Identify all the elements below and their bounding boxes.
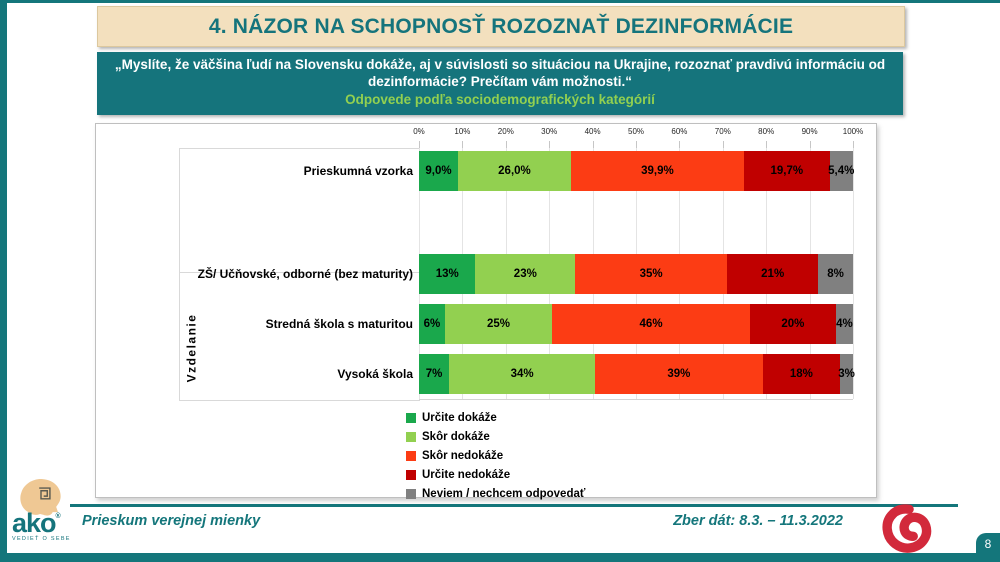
bar-segment [552,304,750,344]
legend-item [406,408,585,427]
chart-subtitle: Odpovede podľa sociodemografických kategórií [345,92,655,107]
axis-tick-mark [419,141,420,148]
bar-value-label: 8% [827,268,844,280]
bar-segment [575,254,727,294]
axis-tick-label: 100% [842,127,864,136]
red-swirl-logo-icon [882,503,932,553]
group-label-vzdelanie: Vzdelanie [184,313,199,383]
axis-tick-mark [506,141,507,148]
bar-segment [419,304,445,344]
bar-segment [727,254,818,294]
bar-row [419,254,853,294]
legend-item [406,446,585,465]
category-label: Stredná škola s maturitou [265,316,413,331]
bar-segment [419,151,458,191]
legend-label: Skôr dokáže [422,430,490,443]
bar-value-label: 13% [435,268,459,280]
plot-area [419,148,853,400]
legend-swatch-icon [406,432,416,442]
legend-item [406,484,585,503]
bar-segment [840,354,853,394]
bar-value-label: 19,7% [770,165,804,177]
footer-right-text: Zber dát: 8.3. – 11.3.2022 [673,513,843,529]
bar-segment [595,354,763,394]
bar-segment [475,254,575,294]
legend-swatch-icon [406,413,416,423]
legend-swatch-icon [406,451,416,461]
bar-value-label: 35% [639,268,663,280]
legend-label: Určite dokáže [422,411,497,424]
axis-tick-mark [593,141,594,148]
bar-segment [419,254,475,294]
axis-tick-label: 50% [627,127,645,136]
bar-value-label: 26,0% [498,165,531,177]
page-number: 8 [984,537,992,551]
bar-value-label: 18% [789,368,813,380]
chart-legend [406,408,585,503]
bar-value-label: 23% [513,268,537,280]
bar-row [419,354,853,394]
bar-value-label: 6% [423,318,441,330]
bar-segment [458,151,571,191]
bar-segment [818,254,853,294]
ako-logo [10,476,82,550]
axis-tick-label: 60% [671,127,688,136]
bar-value-label: 46% [639,318,663,330]
axis-tick-mark [462,141,463,148]
slide-title-bar [97,6,905,47]
legend-swatch-icon [406,470,416,480]
slide-bottom-border [0,553,1000,562]
bar-segment [445,304,552,344]
footer-divider-line [70,504,958,507]
axis-tick-mark [636,141,637,148]
category-label: Vysoká škola [337,366,413,381]
axis-tick-mark [679,141,680,148]
bar-segment [836,304,853,344]
bar-value-label: 25% [486,318,511,330]
bar-value-label: 21% [761,268,785,280]
bar-segment [419,354,449,394]
legend-label: Skôr nedokáže [422,449,504,462]
bar-value-label: 39,9% [641,165,674,177]
bar-value-label: 20% [781,318,805,330]
bar-value-label: 7% [425,368,443,380]
bar-value-label: 4% [836,318,853,330]
bar-segment [449,354,595,394]
legend-label: Neviem / nechcem odpovedať [422,487,586,500]
bar-row [419,151,853,191]
bar-segment [830,151,853,191]
bar-segment [571,151,744,191]
axis-tick-label: 40% [584,127,601,136]
category-label: ZŠ/ Učňovské, odborné (bez maturity) [197,266,413,281]
axis-tick-label: 70% [714,127,731,136]
legend-swatch-icon [406,489,416,499]
axis-tick-label: 10% [454,127,471,136]
bar-segment [744,151,829,191]
ako-logo-tagline: VEDIEŤ O SEBE [12,536,71,542]
axis-tick-mark [766,141,767,148]
axis-tick-mark [853,141,854,148]
bar-value-label: 9,0% [425,165,452,177]
bar-segment [750,304,836,344]
bar-value-label: 34% [510,368,534,380]
axis-tick-mark [810,141,811,148]
page-number-badge [976,533,1000,555]
slide-top-border [0,0,1000,3]
ako-logo-text: ako® [12,508,61,538]
legend-item [406,427,585,446]
slide-left-border [0,0,7,562]
legend-item [406,465,585,484]
axis-tick-mark [549,141,550,148]
survey-question: „Myslíte, že väčšina ľudí na Slovensku dokáže, aj v súvislosti so situáciou na Ukrajine, rozoznať pravdivú informáciu od dezinformácie? Prečítam vám možnosti.“ [114,57,886,89]
bar-row [419,304,853,344]
bar-value-label: 3% [838,368,855,380]
chart-card [95,123,877,498]
question-box [97,52,903,115]
axis-tick-label: 80% [758,127,775,136]
axis-tick-mark [723,141,724,148]
axis-tick-label: 90% [801,127,818,136]
axis-tick-label: 30% [541,127,558,136]
bar-value-label: 39% [667,368,691,380]
gridline [853,148,854,399]
registered-mark: ® [55,513,61,520]
bar-value-label: 5,4% [828,165,855,177]
category-label: Prieskumná vzorka [303,163,413,178]
bar-segment [763,354,840,394]
footer-left-text: Prieskum verejnej mienky [82,513,261,529]
slide-title: 4. NÁZOR NA SCHOPNOSŤ ROZOZNAŤ DEZINFORMÁCIE [208,14,794,38]
axis-tick-label: 20% [497,127,514,136]
legend-label: Určite nedokáže [422,468,511,481]
axis-tick-label: 0% [413,127,425,136]
